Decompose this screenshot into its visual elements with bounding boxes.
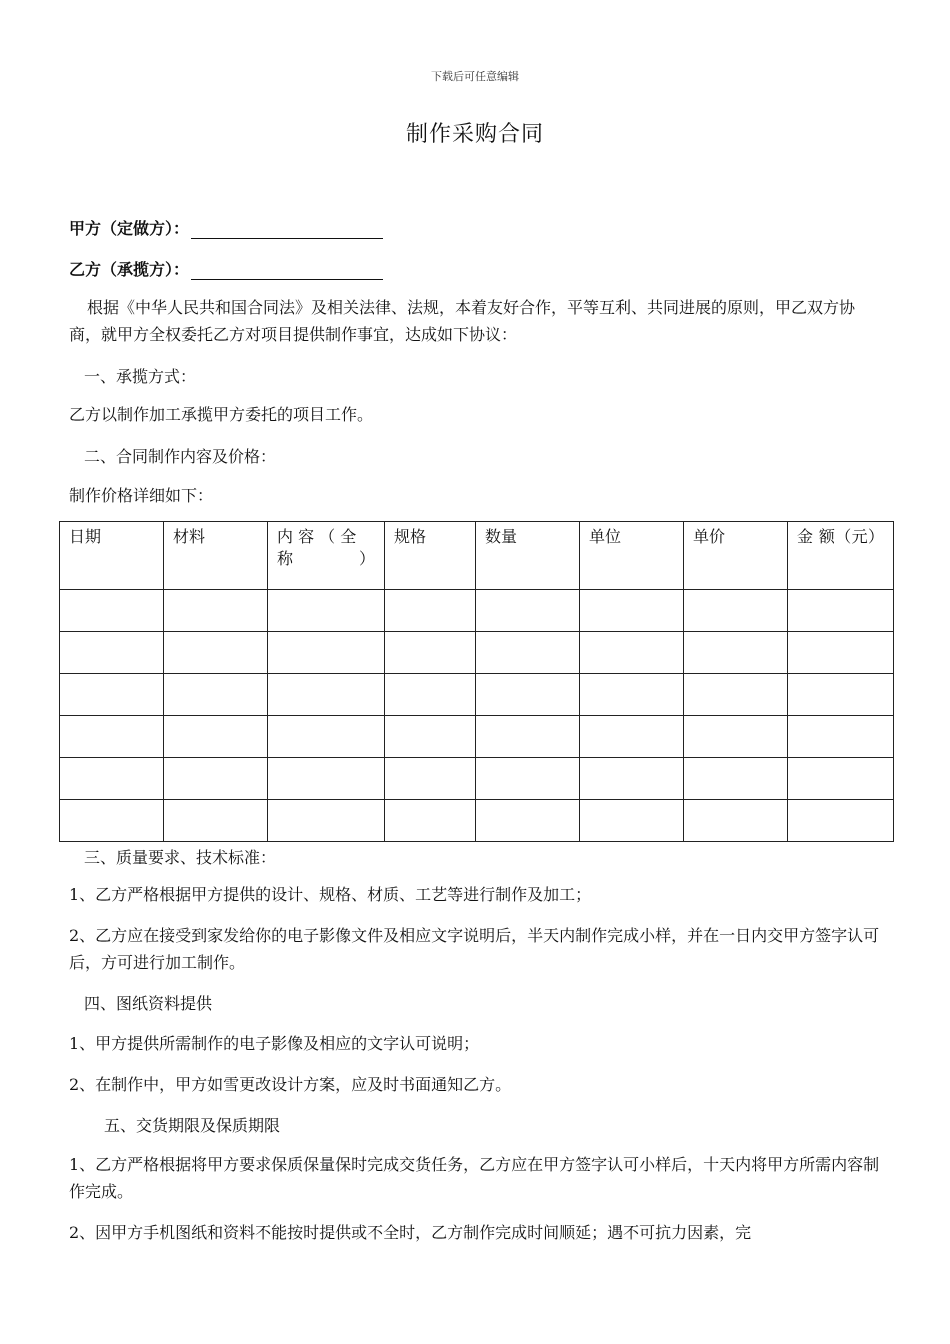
table-cell [60,758,164,800]
party-a-label: 甲方（定做方）： [69,219,190,238]
table-cell [684,800,788,842]
table-row [60,716,894,758]
table-row [60,590,894,632]
col-header-material: 材料 [164,522,268,590]
table-cell [476,716,580,758]
table-cell [385,800,476,842]
col-header-unit-price: 单价 [684,522,788,590]
table-cell [385,716,476,758]
table-row [60,674,894,716]
party-b-row [69,257,383,280]
table-cell [788,800,894,842]
table-cell [580,716,684,758]
table-cell [684,590,788,632]
col-header-content: 内 容 （ 全称） [268,522,385,590]
table-cell [268,758,385,800]
table-cell [684,674,788,716]
table-cell [476,590,580,632]
party-a-fill-line [191,220,383,239]
section5-item-2: 2、因甲方手机图纸和资料不能按时提供或不全时，乙方制作完成时间顺延；遇不可抗力因素，完 [69,1223,752,1242]
table-cell [385,758,476,800]
table-header-row [60,522,894,590]
section1-text: 乙方以制作加工承揽甲方委托的项目工作。 [69,405,374,424]
table-cell [788,716,894,758]
table-cell [788,758,894,800]
table-cell [684,716,788,758]
table-cell [580,590,684,632]
section2-heading: 二、合同制作内容及价格： [84,447,277,466]
table-cell [60,590,164,632]
col-header-amount: 金 额（元） [788,522,894,590]
table-cell [580,674,684,716]
section2-intro: 制作价格详细如下： [69,486,214,505]
table-cell [164,758,268,800]
table-cell [684,758,788,800]
price-table-body [60,590,894,842]
table-cell [268,800,385,842]
table-cell [580,800,684,842]
col-header-spec: 规格 [385,522,476,590]
table-cell [268,590,385,632]
intro-paragraph: 根据《中华人民共和国合同法》及相关法律、法规，本着友好合作，平等互利、共同进展的原则，甲乙双方协商，就甲方全权委托乙方对项目提供制作事宜，达成如下协议： [69,298,856,344]
table-cell [164,800,268,842]
price-table [59,521,894,842]
table-cell [788,590,894,632]
table-cell [268,632,385,674]
col-header-unit: 单位 [580,522,684,590]
table-cell [580,632,684,674]
table-cell [60,716,164,758]
table-cell [60,632,164,674]
section4-item-2: 2、在制作中，甲方如雪更改设计方案，应及时书面通知乙方。 [69,1075,512,1094]
table-cell [268,716,385,758]
party-b-fill-line [191,261,383,280]
col-header-quantity: 数量 [476,522,580,590]
table-cell [164,632,268,674]
section5-heading: 五、交货期限及保质期限 [104,1116,281,1135]
table-cell [580,758,684,800]
table-cell [788,632,894,674]
party-a-row [69,216,383,239]
table-cell [788,674,894,716]
table-cell [385,590,476,632]
table-cell [60,800,164,842]
table-cell [476,632,580,674]
table-cell [385,632,476,674]
section1-heading: 一、承揽方式： [84,367,197,386]
table-cell [476,800,580,842]
table-cell [164,590,268,632]
table-cell [268,674,385,716]
section4-item-1: 1、甲方提供所需制作的电子影像及相应的文字认可说明； [69,1034,480,1053]
col-header-date: 日期 [60,522,164,590]
table-cell [476,674,580,716]
table-cell [164,716,268,758]
table-row [60,758,894,800]
section5-item-1: 1、乙方严格根据将甲方要求保质保量保时完成交货任务，乙方应在甲方签字认可小样后，十天内将甲方所需内容制作完成。 [69,1155,880,1201]
header-note: 下载后可任意编辑 [431,70,519,83]
section4-heading: 四、图纸资料提供 [84,994,213,1013]
table-row [60,632,894,674]
table-cell [476,758,580,800]
table-cell [684,632,788,674]
document-title: 制作采购合同 [405,122,544,147]
party-b-label: 乙方（承揽方）： [69,260,190,279]
section3-heading: 三、质量要求、技术标准： [84,848,277,867]
table-cell [164,674,268,716]
section3-item-2: 2、乙方应在接受到家发给你的电子影像文件及相应文字说明后，半天内制作完成小样，并在一日内交甲方签字认可后，方可进行加工制作。 [69,926,880,972]
table-row [60,800,894,842]
table-cell [385,674,476,716]
table-cell [60,674,164,716]
section3-item-1: 1、乙方严格根据甲方提供的设计、规格、材质、工艺等进行制作及加工； [69,885,592,904]
